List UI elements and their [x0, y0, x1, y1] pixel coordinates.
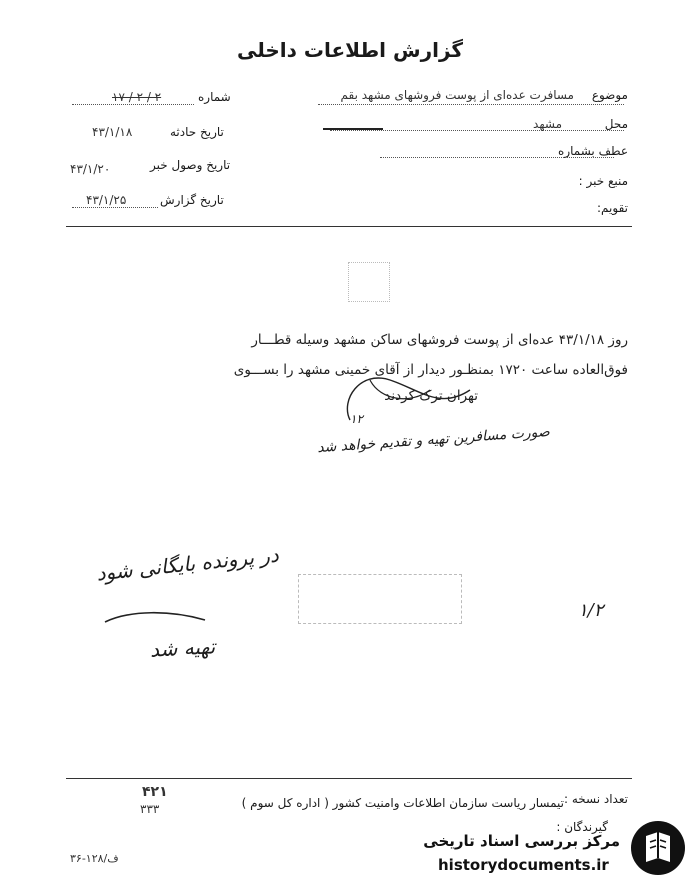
report-date-label: تاریخ گزارش: [160, 193, 224, 207]
incident-date-value: ۴۳/۱/۱۸: [92, 125, 133, 139]
handwritten-stroke: [100, 600, 210, 636]
body-line-1: روز ۴۳/۱/۱۸ عده‌ای از پوست فروشهای ساکن مشهد وسیله قطـــار: [251, 332, 628, 348]
place-label: محل: [604, 117, 628, 131]
body-line-3: تهران ترک کردند: [384, 388, 478, 404]
report-date-underline: [72, 207, 158, 208]
body-line-2: فوق‌العاده ساعت ۱۷۲۰ بمنظـور دیدار از آقای خمینی مشهد را بســـوی: [233, 362, 628, 378]
number-label: شماره: [198, 90, 231, 104]
watermark-line-1: مرکز بررسی اسناد تاریخی: [423, 832, 620, 850]
handwritten-note-body: صورت مسافرین تهیه و تقدیم خواهد شد: [316, 423, 551, 457]
copy-code: ۴۲۱: [142, 784, 168, 800]
watermark-line-2: historydocuments.ir: [438, 856, 609, 874]
number-underline: [72, 104, 194, 105]
handwritten-note-1: در پرونده بایگانی شود: [95, 542, 280, 586]
recipient-value: تیمسار ریاست سازمان اطلاعات وامنیت کشور ( اداره کل سوم ): [241, 796, 564, 810]
handwritten-note-2: تهیه شد: [149, 634, 216, 662]
place-redaction: [323, 128, 383, 130]
incident-date-label: تاریخ حادثه: [170, 125, 224, 139]
ref-label: عطف بشماره: [558, 144, 628, 158]
page-title: گزارش اطلاعات داخلی: [236, 38, 464, 62]
faint-stamp-box: [298, 574, 462, 624]
place-value: مشهد: [533, 117, 562, 131]
subject-value: مسافرت عده‌ای از پوست فروشهای مشهد بقم: [340, 88, 574, 102]
copy-code-sub: ۳۳۳: [140, 802, 160, 816]
footer-divider: [66, 778, 632, 779]
form-code: ۳۶-۱۲۸/ف: [70, 852, 119, 865]
recipients-label: گیرندگان :: [556, 820, 608, 834]
subject-underline: [318, 104, 624, 105]
receipt-date-value: ۴۳/۱/۲۰: [70, 162, 111, 176]
report-date-value: ۴۳/۱/۲۵: [86, 193, 127, 207]
subject-label: موضوع: [591, 88, 628, 102]
side-mark: ۱/۲: [578, 600, 604, 621]
source-label: منبع خبر :: [578, 174, 628, 188]
ref-underline: [380, 157, 614, 158]
faint-stamp-top: [348, 262, 390, 302]
copies-label: تعداد نسخه :: [563, 792, 628, 806]
assessment-label: تقویم:: [597, 201, 628, 215]
header-divider: [66, 226, 632, 227]
margin-mark: ۱۲: [350, 412, 363, 426]
receipt-date-label: تاریخ وصول خبر: [150, 158, 231, 172]
watermark-logo-icon: [628, 818, 688, 878]
place-underline: [330, 130, 624, 131]
number-value: ۱۷ / ۲ / ۲: [112, 90, 162, 104]
